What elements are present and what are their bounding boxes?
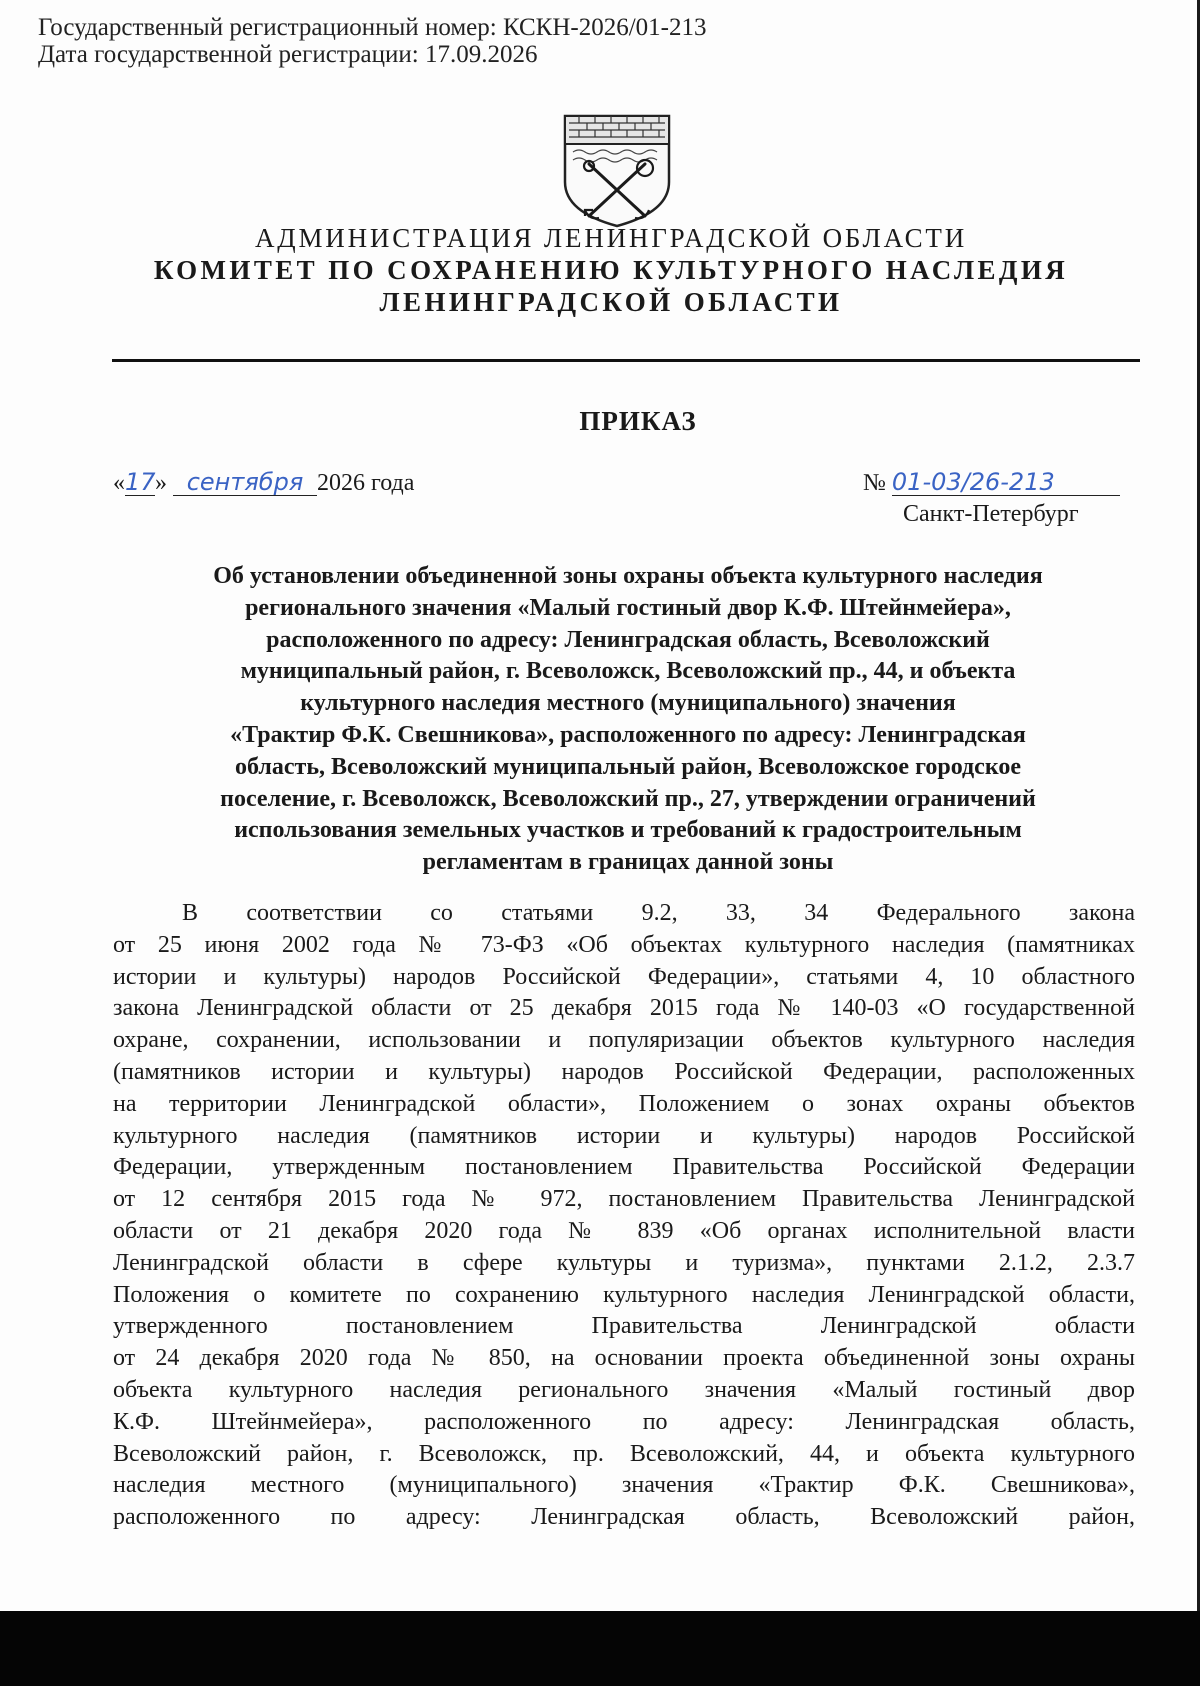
body-line: Ленинградской области в сфере культуры и туризма», пунктами 2.1.2, 2.3.7 [113, 1249, 1135, 1276]
date-day-field [125, 470, 155, 496]
committee-name-line1: КОМИТЕТ ПО СОХРАНЕНИЮ КУЛЬТУРНОГО НАСЛЕДИЯ [153, 255, 1069, 285]
administration-name: АДМИНИСТРАЦИЯ ЛЕНИНГРАДСКОЙ ОБЛАСТИ [254, 223, 967, 253]
subject-line: регионального значения «Малый гостиный двор К.Ф. Штейнмейера», [245, 594, 1011, 621]
subject-line: расположенного по адресу: Ленинградская область, Всеволожский [266, 626, 990, 653]
header-divider [112, 359, 1140, 362]
subject-line: область, Всеволожский муниципальный район, Всеволожское городское [235, 753, 1021, 780]
subject-line: использования земельных участков и требований к градостроительным [234, 817, 1022, 844]
committee-name-line2: ЛЕНИНГРАДСКОЙ ОБЛАСТИ [379, 287, 843, 317]
body-line: расположенного по адресу: Ленинградская область, Всеволожский район, [113, 1504, 1135, 1531]
body-line: Положения о комитете по сохранению культурного наследия Ленинградской области, [113, 1281, 1135, 1308]
subject-line: «Трактир Ф.К. Свешникова», расположенного по адресу: Ленинградская [230, 721, 1026, 748]
body-line: утвержденного постановлением Правительства Ленинградской области [113, 1313, 1135, 1340]
registration-date: Дата государственной регистрации: 17.09.2026 [38, 41, 538, 68]
body-line: наследия местного (муниципального) значения «Трактир Ф.К. Свешникова», [113, 1472, 1135, 1499]
order-date [113, 470, 414, 497]
body-line: на территории Ленинградской области», Положением о зонах охраны объектов [113, 1090, 1135, 1117]
organization-header [0, 222, 1200, 318]
date-year: 2026 года [317, 470, 415, 496]
body-line: от 24 декабря 2020 года № 850, на основании проекта объединенной зоны охраны [113, 1345, 1135, 1372]
subject-line: муниципальный район, г. Всеволожск, Всеволожский пр., 44, и объекта [240, 658, 1016, 685]
order-number-handwritten: 01-03/26-213 [891, 468, 1055, 496]
date-open-quote: « [113, 470, 125, 496]
number-sign: № [863, 470, 886, 496]
date-day-handwritten: 17 [125, 468, 156, 496]
body-line: от 12 сентября 2015 года № 972, постановлением Правительства Ленинградской [113, 1186, 1135, 1213]
scan-border [0, 1611, 1200, 1686]
body-line: от 25 июня 2002 года № 73-ФЗ «Об объектах культурного наследия (памятниках [113, 931, 1135, 958]
body-line: объекта культурного наследия регионального значения «Малый гостиный двор [113, 1376, 1135, 1403]
body-line: области от 21 декабря 2020 года № 839 «Об органах исполнительной власти [113, 1217, 1135, 1244]
body-line: закона Ленинградской области от 25 декабря 2015 года № 140-03 «О государственной [113, 995, 1135, 1022]
body-line: культурного наследия (памятников истории и культуры) народов Российской [113, 1122, 1135, 1149]
order-number-field [892, 470, 1120, 496]
registration-stamp [38, 14, 707, 68]
document-type-title: ПРИКАЗ [579, 406, 697, 436]
body-line: истории и культуры) народов Российской Федерации», статьями 4, 10 областного [113, 963, 1135, 990]
subject-line: Об установлении объединенной зоны охраны объекта культурного наследия [213, 563, 1043, 589]
date-month-handwritten: сентября [186, 468, 304, 496]
body-line: В соответствии со статьями 9.2, 33, 34 Федерального закона [182, 900, 1135, 926]
order-body [113, 898, 1135, 1534]
body-line: охране, сохранении, использовании и популяризации объектов культурного наследия [113, 1027, 1135, 1054]
order-subject [128, 561, 1128, 879]
body-line: Федерации, утвержденным постановлением Правительства Российской Федерации [113, 1154, 1135, 1181]
subject-line: регламентам в границах данной зоны [422, 849, 834, 876]
subject-line: поселение, г. Всеволожск, Всеволожский пр., 27, утверждении ограничений [220, 785, 1036, 812]
body-line: Всеволожский район, г. Всеволожск, пр. Всеволожский, 44, и объекта культурного [113, 1440, 1135, 1467]
registration-number: Государственный регистрационный номер: КСКН-2026/01-213 [38, 14, 707, 41]
date-month-field [173, 470, 317, 496]
date-close-quote: » [155, 470, 167, 496]
order-number [863, 470, 1120, 497]
order-city: Санкт-Петербург [903, 501, 1079, 527]
body-line: (памятников истории и культуры) народов Российской Федерации, расположенных [113, 1058, 1135, 1085]
subject-line: культурного наследия местного (муниципального) значения [300, 690, 956, 717]
body-line: К.Ф. Штейнмейера», расположенного по адресу: Ленинградская область, [113, 1408, 1135, 1435]
leningrad-oblast-coat-of-arms-icon [559, 112, 675, 230]
